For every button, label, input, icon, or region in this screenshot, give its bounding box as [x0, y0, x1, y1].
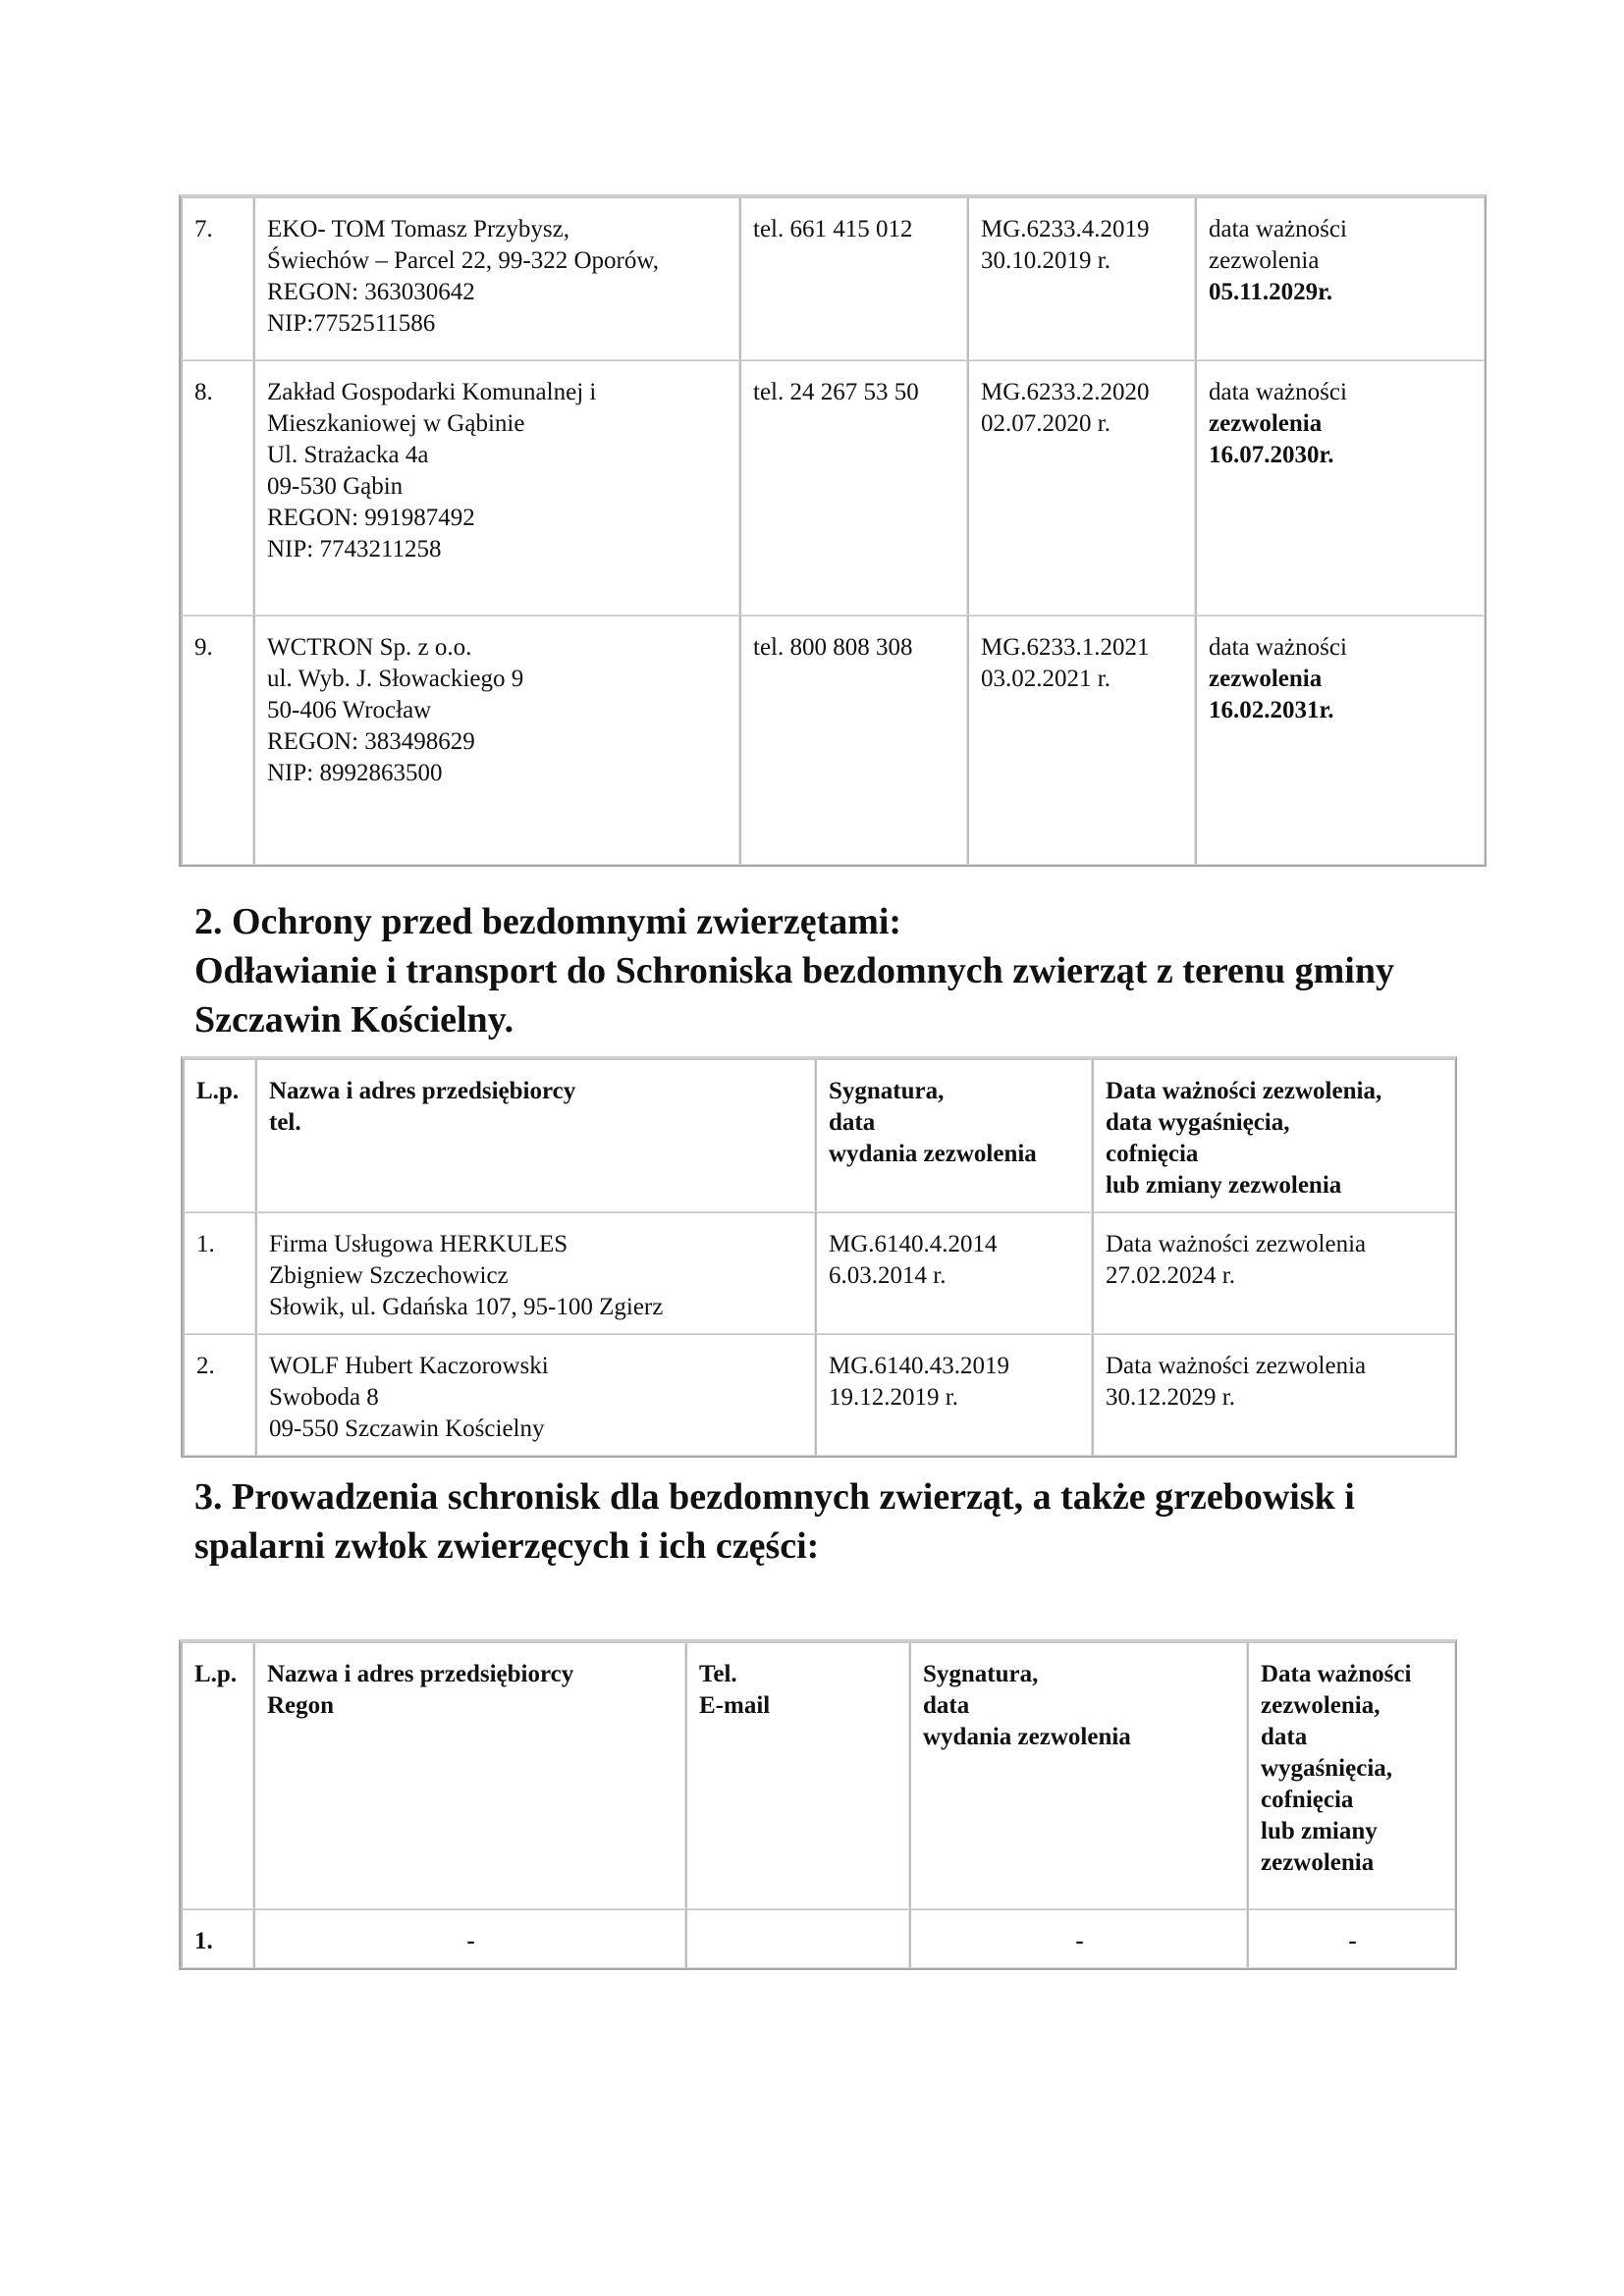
row-lp: 1.: [183, 1212, 255, 1334]
row-lp: 7.: [181, 197, 253, 360]
permit-validity: -: [1247, 1909, 1455, 1968]
header-name: Nazwa i adres przedsiębiorcy Regon: [253, 1642, 685, 1909]
permit-signature: -: [909, 1909, 1247, 1968]
permits-table-1: [179, 194, 1487, 867]
header-validity: Data ważności zezwolenia, data wygaśnięcia, cofnięcia lub zmiany zezwolenia: [1247, 1642, 1455, 1909]
company-name-address: Firma Usługowa HERKULES Zbigniew Szczechowicz Słowik, ul. Gdańska 107, 95-100 Zgierz: [255, 1212, 815, 1334]
permit-validity: data ważności zezwolenia 05.11.2029r.: [1195, 197, 1485, 360]
permit-validity: data ważności zezwolenia 16.02.2031r.: [1195, 615, 1485, 865]
header-tel: Tel. E-mail: [685, 1642, 909, 1909]
company-phone: tel. 800 808 308: [739, 615, 967, 865]
company-name-address: Zakład Gospodarki Komunalnej i Mieszkaniowej w Gąbinie Ul. Strażacka 4a 09-530 Gąbin REGON: 991987492 NIP: 7743211258: [253, 360, 739, 615]
header-validity: Data ważności zezwolenia, data wygaśnięcia, cofnięcia lub zmiany zezwolenia: [1092, 1059, 1455, 1212]
permit-signature: MG.6233.2.2020 02.07.2020 r.: [967, 360, 1195, 615]
company-name-address: -: [253, 1909, 685, 1968]
header-lp: L.p.: [181, 1642, 253, 1909]
row-lp: 9.: [181, 615, 253, 865]
permits-table-3: [179, 1639, 1457, 1970]
permit-validity: Data ważności zezwolenia 30.12.2029 r.: [1092, 1334, 1455, 1456]
company-phone: [685, 1909, 909, 1968]
table-row: [183, 1212, 1455, 1334]
permits-table-2: [181, 1056, 1457, 1458]
permit-signature: MG.6140.43.2019 19.12.2019 r.: [815, 1334, 1092, 1456]
table-row: [183, 1334, 1455, 1456]
table-header-row: [181, 1642, 1455, 1909]
company-name-address: WOLF Hubert Kaczorowski Swoboda 8 09-550 Szczawin Kościelny: [255, 1334, 815, 1456]
header-signature: Sygnatura, data wydania zezwolenia: [909, 1642, 1247, 1909]
header-name: Nazwa i adres przedsiębiorcy tel.: [255, 1059, 815, 1212]
company-phone: tel. 24 267 53 50: [739, 360, 967, 615]
row-lp: 8.: [181, 360, 253, 615]
permit-validity: Data ważności zezwolenia 27.02.2024 r.: [1092, 1212, 1455, 1334]
company-name-address: EKO- TOM Tomasz Przybysz, Świechów – Parcel 22, 99-322 Oporów, REGON: 363030642 NIP:7752511586: [253, 197, 739, 360]
permit-signature: MG.6233.1.2021 03.02.2021 r.: [967, 615, 1195, 865]
permit-signature: MG.6140.4.2014 6.03.2014 r.: [815, 1212, 1092, 1334]
section-3-heading: 3. Prowadzenia schronisk dla bezdomnych zwierząt, a także grzebowisk i spalarni zwłok zwierzęcych i ich części:: [194, 1476, 1355, 1567]
table-header-row: [183, 1059, 1455, 1212]
row-lp: 2.: [183, 1334, 255, 1456]
table-row: [181, 1909, 1455, 1968]
table-row: [181, 615, 1485, 865]
section-2-heading: 2. Ochrony przed bezdomnymi zwierzętami: Odławianie i transport do Schroniska bezdomnych zwierząt z terenu gminy Szczawin Kościelny.: [194, 901, 1394, 1041]
table-row: [181, 197, 1485, 360]
company-name-address: WCTRON Sp. z o.o. ul. Wyb. J. Słowackiego 9 50-406 Wrocław REGON: 383498629 NIP: 8992863500: [253, 615, 739, 865]
table-row: [181, 360, 1485, 615]
header-lp: L.p.: [183, 1059, 255, 1212]
row-lp: 1.: [181, 1909, 253, 1968]
company-phone: tel. 661 415 012: [739, 197, 967, 360]
header-signature: Sygnatura, data wydania zezwolenia: [815, 1059, 1092, 1212]
permit-signature: MG.6233.4.2019 30.10.2019 r.: [967, 197, 1195, 360]
permit-validity: data ważności zezwolenia 16.07.2030r.: [1195, 360, 1485, 615]
